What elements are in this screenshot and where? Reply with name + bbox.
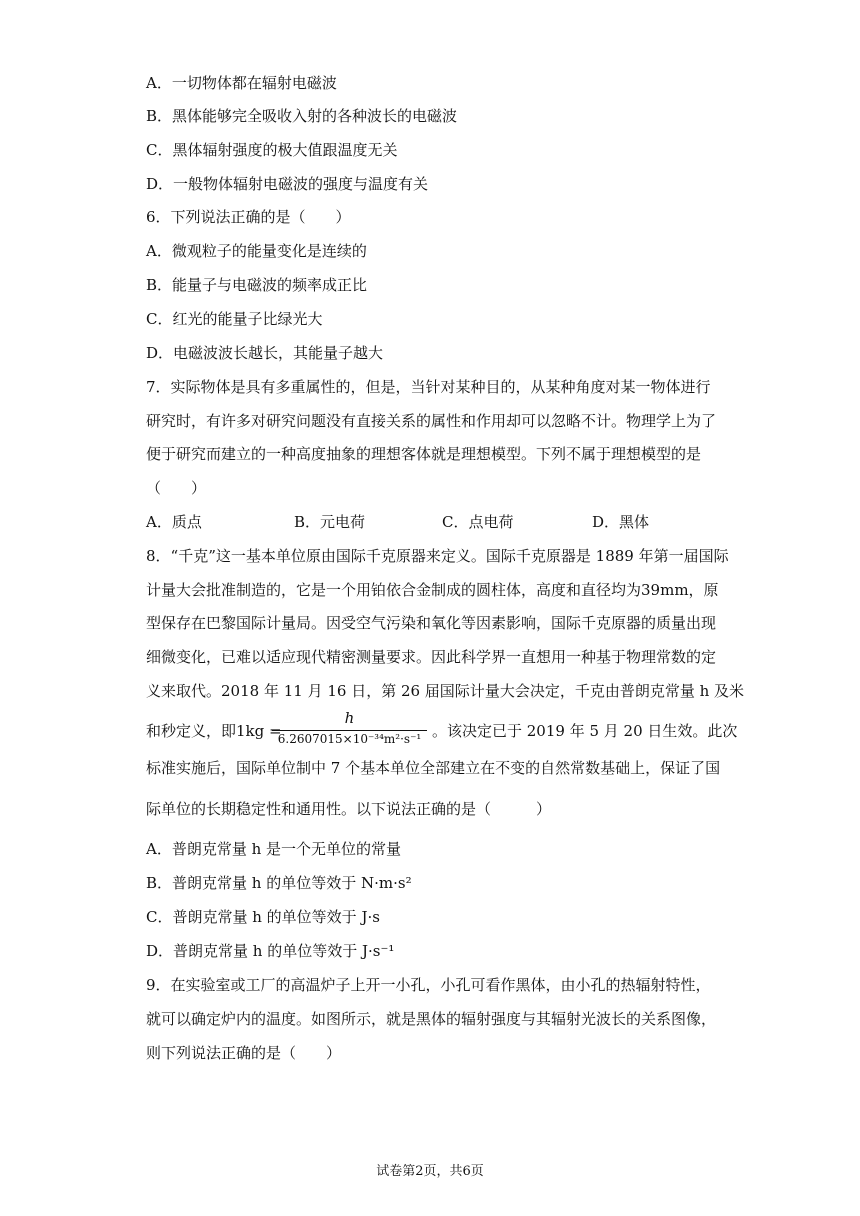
text-line: 则下列说法正确的是（ ） <box>146 1044 342 1062</box>
text-line: A．一切物体都在辐射电磁波 <box>146 74 337 92</box>
q7-option-d: D．黑体 <box>592 513 650 531</box>
page-footer: 试卷第2页，共6页 <box>376 1164 484 1179</box>
text-line: 6．下列说法正确的是（ ） <box>146 208 351 226</box>
q7-option-b: B．元电荷 <box>294 513 366 531</box>
text-line: D．一般物体辐射电磁波的强度与温度有关 <box>146 175 429 193</box>
text-line: 7．实际物体是具有多重属性的，但是，当针对某种目的，从某种角度对某一物体进行 <box>146 378 711 396</box>
text-line: D．电磁波波长越长，其能量子越大 <box>146 344 384 362</box>
text-line: 计量大会批准制造的，它是一个用铂依合金制成的圆柱体，高度和直径均为39mm，原 <box>146 581 719 599</box>
text-line: B．普朗克常量 h 的单位等效于 N·m·s² <box>146 874 412 892</box>
text-line: 8．“千克”这一基本单位原由国际千克原器来定义。国际千克原器是 1889 年第一届国际 <box>146 547 729 565</box>
text-line: C．红光的能量子比绿光大 <box>146 310 323 328</box>
q8-formula-suffix-line <box>432 721 737 741</box>
text-line: D．普朗克常量 h 的单位等效于 J·s⁻¹ <box>146 942 395 960</box>
q7-option-c: C．点电荷 <box>442 513 514 531</box>
q8-formula-line <box>146 721 282 741</box>
fraction-numerator: h <box>344 709 355 727</box>
text-line: A．微观粒子的能量变化是连续的 <box>146 242 367 260</box>
text-line: 标准实施后，国际单位制中 7 个基本单位全部建立在不变的自然常数基础上，保证了国 <box>146 759 721 777</box>
q8-formula-suffix: 。该决定已于 2019 年 5 月 20 日生效。此次 <box>432 722 738 740</box>
text-line: 细微变化，已难以适应现代精密测量要求。因此科学界一直想用一种基于物理常数的定 <box>146 648 717 666</box>
q8-formula-prefix: 和秒定义，即1kg = <box>146 722 282 740</box>
text-line: 义来取代。2018 年 11 月 16 日，第 26 届国际计量大会决定，千克由普朗克常量 h 及米 <box>146 682 745 700</box>
text-line: B．能量子与电磁波的频率成正比 <box>146 276 368 294</box>
text-line: 便于研究而建立的一种高度抽象的理想客体就是理想模型。下列不属于理想模型的是 <box>146 445 702 463</box>
text-line: （ ） <box>146 479 207 497</box>
text-line: A．普朗克常量 h 是一个无单位的常量 <box>146 840 402 858</box>
text-line: 型保存在巴黎国际计量局。因受空气污染和氧化等因素影响，国际千克原器的质量出现 <box>146 614 717 632</box>
text-line: 际单位的长期稳定性和通用性。以下说法正确的是（ ） <box>146 800 552 818</box>
text-line: C．普朗克常量 h 的单位等效于 J·s <box>146 908 380 926</box>
text-line: 就可以确定炉内的温度。如图所示，就是黑体的辐射强度与其辐射光波长的关系图像， <box>146 1010 717 1028</box>
fraction-bar <box>272 730 427 731</box>
fraction-denominator: 6.2607015×10⁻³⁴m²·s⁻¹ <box>277 732 422 746</box>
text-line: 研究时，有许多对研究问题没有直接关系的属性和作用却可以忽略不计。物理学上为了 <box>146 412 717 430</box>
text-line: B．黑体能够完全吸收入射的各种波长的电磁波 <box>146 107 458 125</box>
q7-option-a: A．质点 <box>146 513 202 531</box>
text-line: C．黑体辐射强度的极大值跟温度无关 <box>146 141 398 159</box>
text-line: 9．在实验室或工厂的高温炉子上开一小孔，小孔可看作黑体，由小孔的热辐射特性， <box>146 976 711 994</box>
